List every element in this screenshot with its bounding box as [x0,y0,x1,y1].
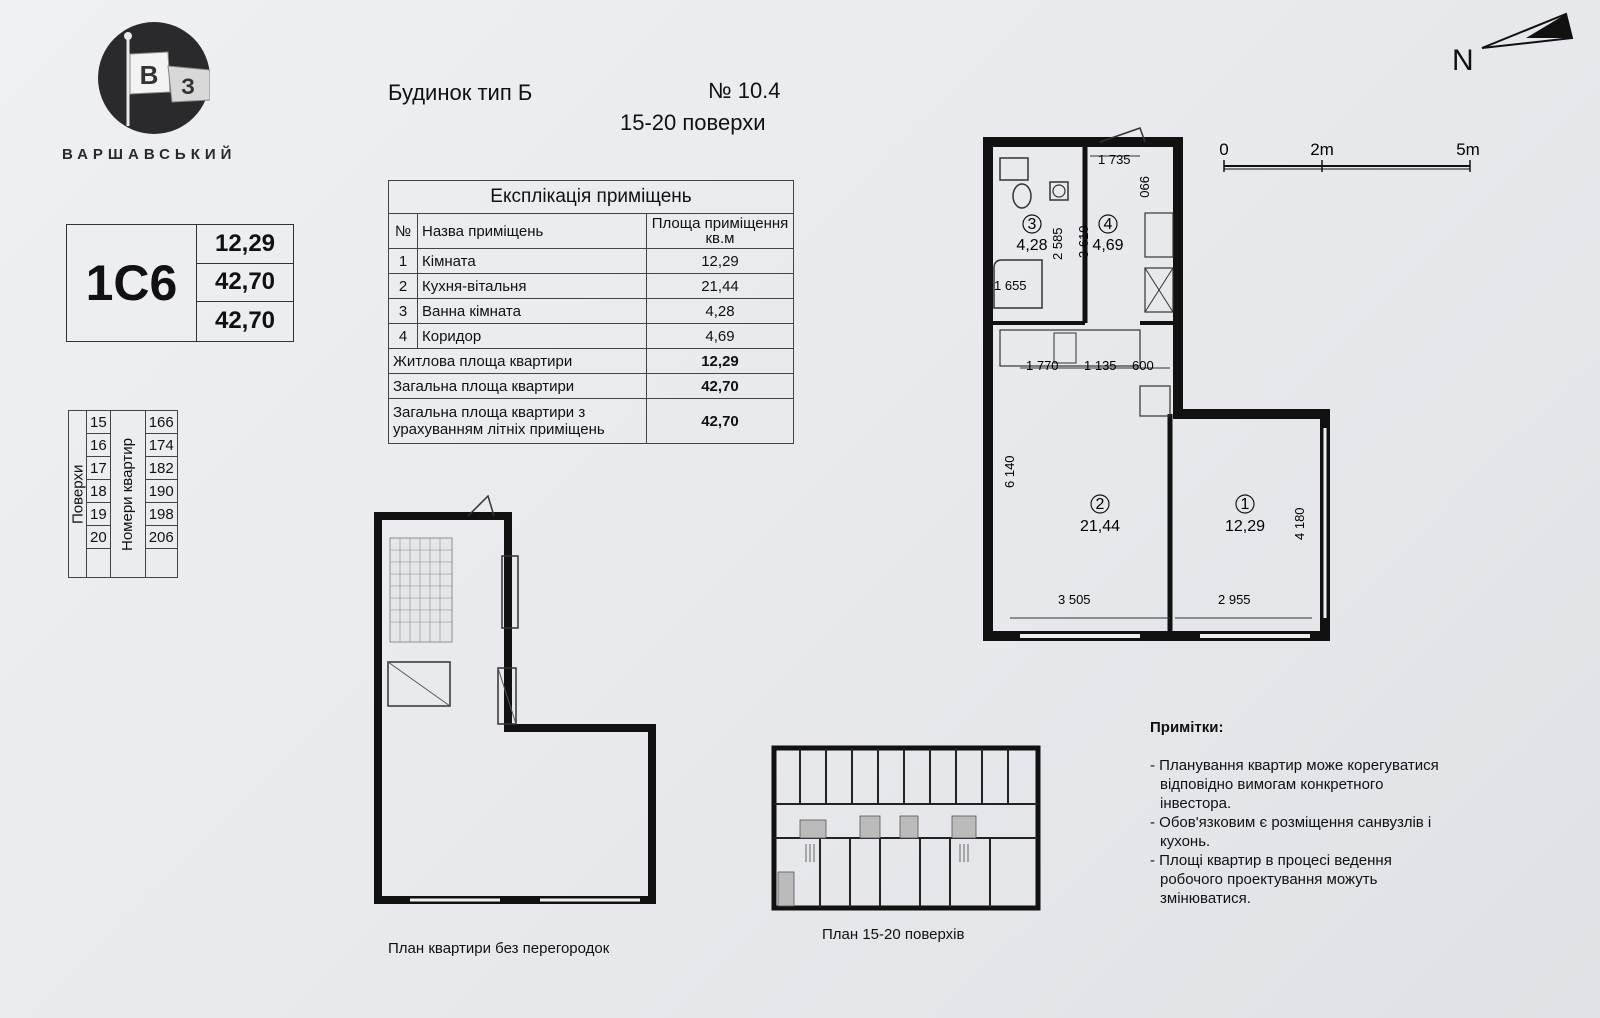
plan-room-area: 4,69 [1092,237,1124,254]
apt-cell: 206 [145,526,177,549]
plan-dimension: 990 [1137,176,1152,198]
scale-label: 2m [1310,140,1334,159]
room-area: 12,29 [647,249,794,274]
plan-room-area: 12,29 [1224,518,1266,535]
explication-table [388,180,794,444]
room-name: Кімната [418,249,647,274]
plan-dimension: 3 610 [1076,225,1091,258]
total-value: 12,29 [647,349,794,374]
notes-title: Примітки: [1150,719,1224,736]
caption-no-partitions: План квартири без перегородок [388,940,610,957]
kitchen-counter [1000,330,1140,366]
scale-label: 5m [1456,140,1480,159]
building-floor-plan [770,744,1044,914]
room-no: 2 [389,274,418,299]
caption-floor-plan: План 15-20 поверхів [822,926,965,943]
plan-room-area: 21,44 [1079,518,1121,535]
logo-letter-2: З [181,74,195,99]
plan-dimension: 1 135 [1084,358,1117,373]
room-area: 4,69 [647,324,794,349]
apt-cell: 190 [145,480,177,503]
plan-dimension: 1 770 [1026,358,1059,373]
plan-dimension: 3 505 [1058,592,1091,607]
apartment-floor-plan [980,118,1350,658]
floor-cell: 15 [87,411,111,434]
floors-label: Поверхи [69,411,87,578]
plan-without-partitions [370,492,660,922]
apt-cell: 182 [145,457,177,480]
total-label: Житлова площа квартири [389,349,647,374]
col-no-header: № [389,214,418,249]
room-name: Коридор [418,324,647,349]
plan-room-area: 4,28 [1016,237,1048,254]
floor-cell: 19 [87,503,111,526]
plan-room-no: 1 [1240,496,1250,513]
plan-dimension: 2 585 [1050,227,1065,260]
apartment-code: 1С6 [67,225,197,341]
plan-dimension: 1 735 [1098,152,1131,167]
apt-cell: 198 [145,503,177,526]
sink [1000,158,1028,180]
apartment-value-3: 42,70 [214,307,276,335]
scale-label: 0 [1219,140,1229,159]
total-value: 42,70 [647,374,794,399]
north-arrow-icon [1440,8,1590,78]
apt-cell: 174 [145,434,177,457]
plan-room-no: 3 [1027,216,1037,233]
apartment-value-1: 12,29 [197,225,293,264]
total-label: Загальна площа квартири [389,374,647,399]
floors-table [68,410,178,578]
room-area: 4,28 [647,299,794,324]
plan-dimension: 600 [1132,358,1154,373]
room-no: 4 [389,324,418,349]
room-no: 3 [389,299,418,324]
note-item: - Площі квартир в процесі ведення робочого проектування можуть змінюватися. [1150,852,1392,907]
north-label: N [1452,44,1474,77]
floor-cell-empty [87,549,111,578]
floor-cell: 18 [87,480,111,503]
floor-cell: 16 [87,434,111,457]
notes [1150,718,1450,908]
room-no: 1 [389,249,418,274]
plan-dimension: 2 955 [1218,592,1251,607]
plan-room-no: 2 [1095,496,1105,513]
total-label: Загальна площа квартири з урахуванням літніх приміщень [389,399,647,444]
brand-name: ВАРШАВСЬКИЙ [62,146,237,163]
room-name: Ванна кімната [418,299,647,324]
logo-letter-1: В [139,60,159,90]
col-area-header: Площа приміщення кв.м [647,214,794,249]
building-type: Будинок тип Б [388,80,533,105]
apartment-value-2: 42,70 [197,264,293,303]
floor-cell: 20 [87,526,111,549]
explication-title: Експлікація приміщень [389,181,794,214]
room-name: Кухня-вітальня [418,274,647,299]
floors-range: 15-20 поверхи [620,110,766,135]
total-value: 42,70 [647,399,794,444]
apartment-numbers-label: Номери квартир [110,411,145,578]
apt-cell-empty [145,549,177,578]
toilet [1013,184,1031,208]
plan-number: № 10.4 [708,78,781,103]
brand-logo [98,22,210,134]
plan-dimension: 4 180 [1292,507,1307,540]
plan-dimension: 6 140 [1002,455,1017,488]
col-name-header: Назва приміщень [418,214,647,249]
room-area: 21,44 [647,274,794,299]
floor-cell: 17 [87,457,111,480]
plan-dimension: 1 655 [994,278,1027,293]
apt-cell: 166 [145,411,177,434]
note-item: - Планування квартир може корегуватися відповідно вимогам конкретного інвестора. [1150,757,1439,812]
note-item: - Обов'язковим є розміщення санвузлів і кухонь. [1150,814,1432,850]
apartment-type-box [66,224,294,342]
flag-icon [98,22,210,134]
plan-room-no: 4 [1103,216,1113,233]
